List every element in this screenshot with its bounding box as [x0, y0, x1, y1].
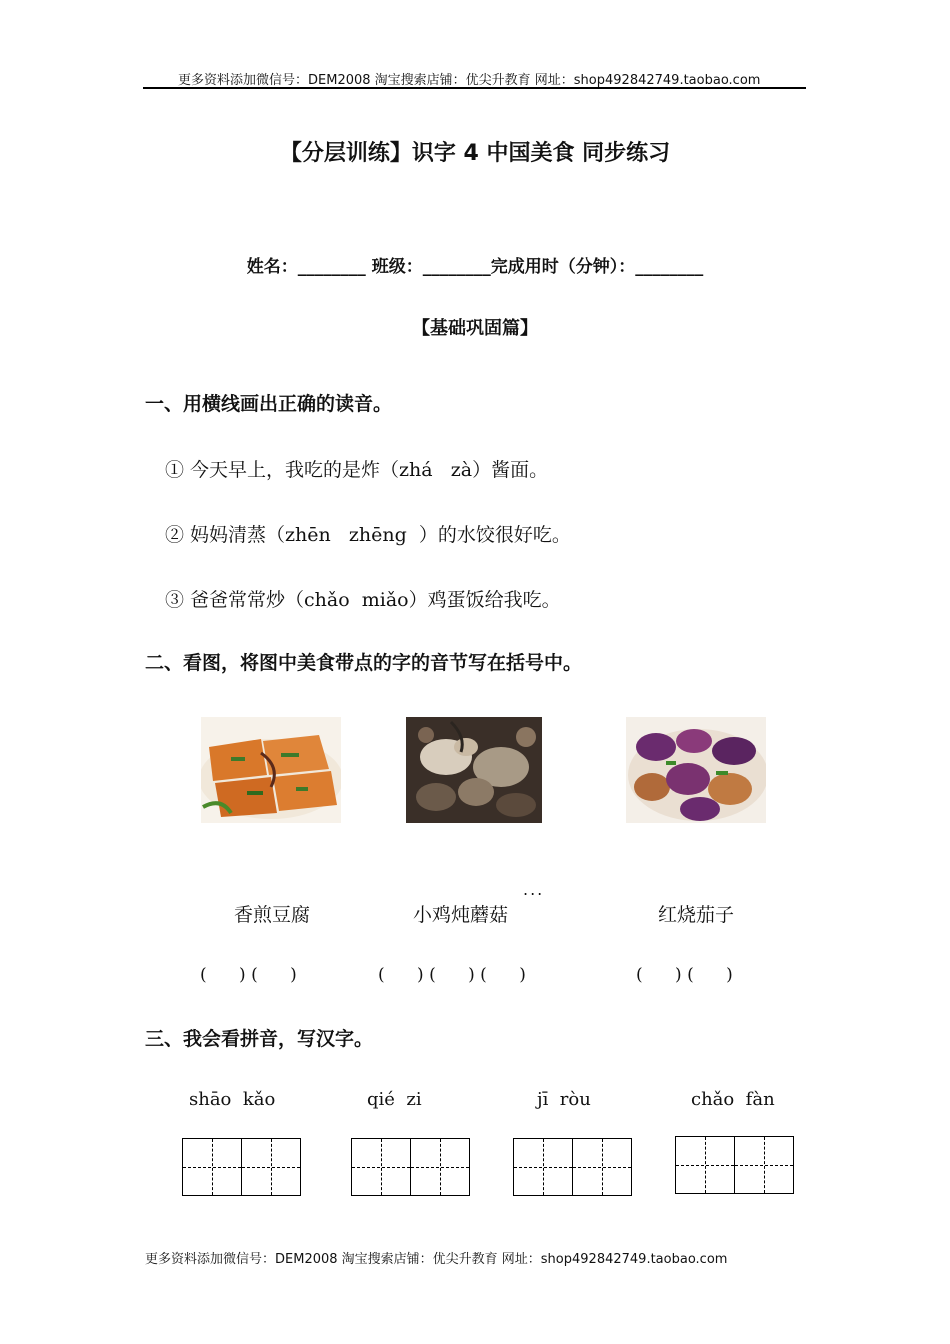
pinyin-2: qié zi	[367, 1089, 422, 1110]
writing-cell[interactable]	[734, 1136, 794, 1194]
writing-cell[interactable]	[513, 1138, 573, 1196]
writing-grid-4[interactable]	[675, 1136, 794, 1194]
question-2-title: 二、看图，将图中美食带点的字的音节写在括号中。	[145, 652, 583, 674]
q1-item-1: ① 今天早上，我吃的是炸（zhá zà）酱面。	[165, 459, 549, 481]
writing-cell[interactable]	[241, 1138, 301, 1196]
header-note: 更多资料添加微信号：DEM2008 淘宝搜索店铺：优尖升教育 网址：shop492842749.taobao.com	[178, 73, 761, 88]
answer-parens-tofu: ( ) ( )	[200, 965, 297, 985]
q1-item-3: ③ 爸爸常常炒（chǎo miǎo）鸡蛋饭给我吃。	[165, 589, 561, 611]
writing-cell[interactable]	[572, 1138, 632, 1196]
footer-note: 更多资料添加微信号：DEM2008 淘宝搜索店铺：优尖升教育 网址：shop492842749.taobao.com	[145, 1252, 728, 1267]
writing-cell[interactable]	[410, 1138, 470, 1196]
writing-cell[interactable]	[351, 1138, 411, 1196]
question-3-title: 三、我会看拼音，写汉字。	[145, 1028, 374, 1050]
student-info-line: 姓名：________ 班级：________完成用时（分钟）：________	[246, 257, 704, 277]
dish-name-eggplant: 红烧茄子	[658, 904, 735, 926]
answer-parens-chicken: ( ) ( ) ( )	[378, 965, 526, 985]
writing-cell[interactable]	[182, 1138, 242, 1196]
tofu-image	[201, 717, 341, 823]
section-title: 【基础巩固篇】	[412, 318, 538, 339]
chicken-mushroom-image	[406, 717, 542, 823]
pinyin-4: chǎo fàn	[691, 1089, 775, 1110]
header-divider	[143, 87, 806, 89]
writing-grid-3[interactable]	[513, 1138, 632, 1196]
writing-cell[interactable]	[675, 1136, 735, 1194]
dish-name-chicken: 小鸡炖蘑菇	[413, 904, 509, 926]
dish-name-tofu: 香煎豆腐	[234, 904, 311, 926]
writing-grid-2[interactable]	[351, 1138, 470, 1196]
page-title: 【分层训练】识字 4 中国美食 同步练习	[279, 141, 671, 166]
question-1-title: 一、用横线画出正确的读音。	[145, 393, 393, 415]
q1-item-2: ② 妈妈清蒸（zhēn zhēng ）的水饺很好吃。	[165, 524, 571, 546]
answer-parens-eggplant: ( ) ( )	[636, 965, 733, 985]
eggplant-image	[626, 717, 766, 823]
writing-grid-1[interactable]	[182, 1138, 301, 1196]
emphasis-dots: ...	[523, 880, 545, 899]
pinyin-3: jī ròu	[537, 1089, 591, 1110]
pinyin-1: shāo kǎo	[189, 1089, 276, 1110]
